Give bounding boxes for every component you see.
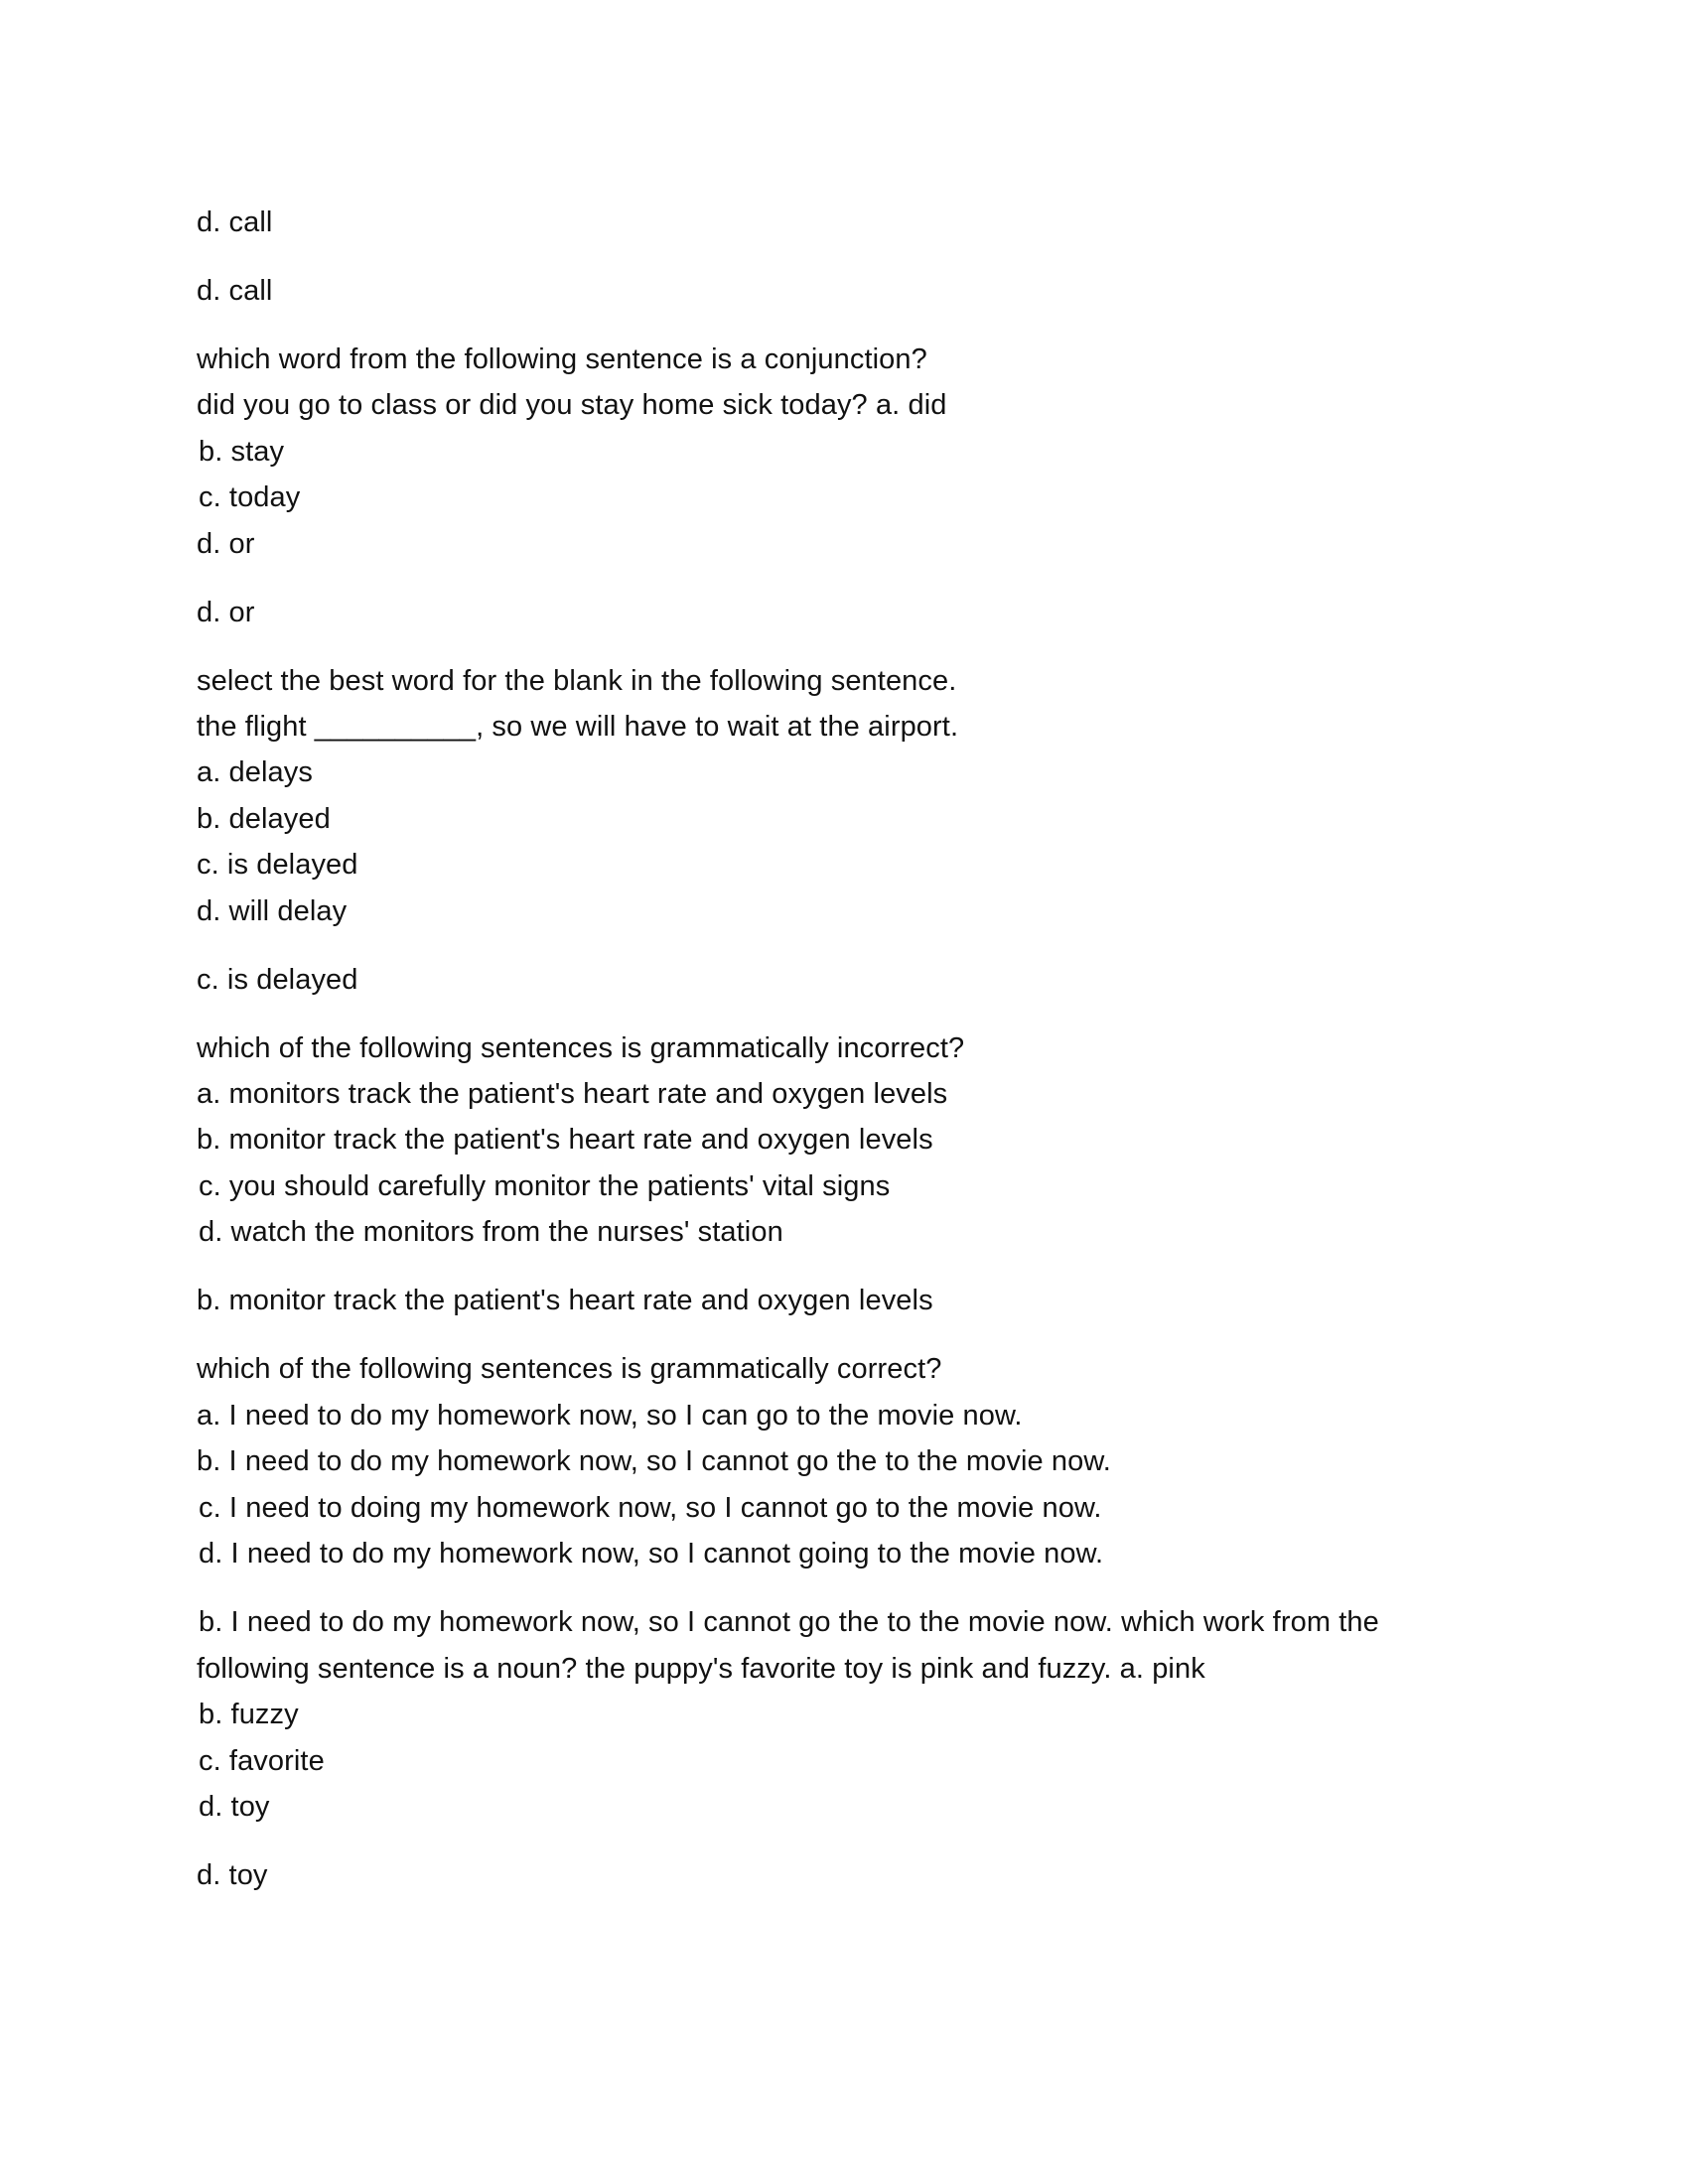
question-line: the flight __________, so we will have to wait at the airport. xyxy=(197,711,959,743)
option-line: c. you should carefully monitor the patients' vital signs xyxy=(199,1170,891,1202)
option-line: d. or xyxy=(197,528,255,560)
answer-line: b. I need to do my homework now, so I cannot go the to the movie now. which work from the xyxy=(199,1606,1379,1638)
question-line: which of the following sentences is grammatically correct? xyxy=(197,1353,942,1385)
option-line: b. delayed xyxy=(197,803,331,835)
option-line: d. watch the monitors from the nurses' station xyxy=(199,1216,783,1248)
option-line: c. I need to doing my homework now, so I cannot go to the movie now. xyxy=(199,1492,1102,1524)
option-line: c. favorite xyxy=(199,1745,325,1777)
question-line: select the best word for the blank in the following sentence. xyxy=(197,665,957,697)
question-line: did you go to class or did you stay home sick today? a. did xyxy=(197,389,947,421)
question-line: which word from the following sentence is a conjunction? xyxy=(197,343,927,375)
option-line: b. stay xyxy=(199,436,285,468)
option-line: a. monitors track the patient's heart rate and oxygen levels xyxy=(197,1078,948,1110)
answer-line: d. or xyxy=(197,597,255,628)
option-line: a. delays xyxy=(197,756,313,788)
option-line: d. toy xyxy=(199,1791,270,1823)
option-line: d. I need to do my homework now, so I cannot going to the movie now. xyxy=(199,1538,1104,1570)
option-line: c. today xyxy=(199,481,301,513)
option-line: c. is delayed xyxy=(197,849,358,881)
option-line: b. monitor track the patient's heart rate and oxygen levels xyxy=(197,1124,933,1156)
option-line: b. fuzzy xyxy=(199,1699,299,1730)
option-line: d. will delay xyxy=(197,895,348,927)
question-line: following sentence is a noun? the puppy's favorite toy is pink and fuzzy. a. pink xyxy=(197,1653,1205,1685)
question-line: which of the following sentences is grammatically incorrect? xyxy=(197,1032,965,1064)
option-line: a. I need to do my homework now, so I can go to the movie now. xyxy=(197,1400,1023,1432)
answer-line: c. is delayed xyxy=(197,964,358,996)
answer-line: d. toy xyxy=(197,1859,268,1891)
answer-line: b. monitor track the patient's heart rate and oxygen levels xyxy=(197,1285,933,1316)
answer-line: d. call xyxy=(197,206,273,238)
answer-line: d. call xyxy=(197,275,273,307)
option-line: b. I need to do my homework now, so I cannot go the to the movie now. xyxy=(197,1445,1111,1477)
